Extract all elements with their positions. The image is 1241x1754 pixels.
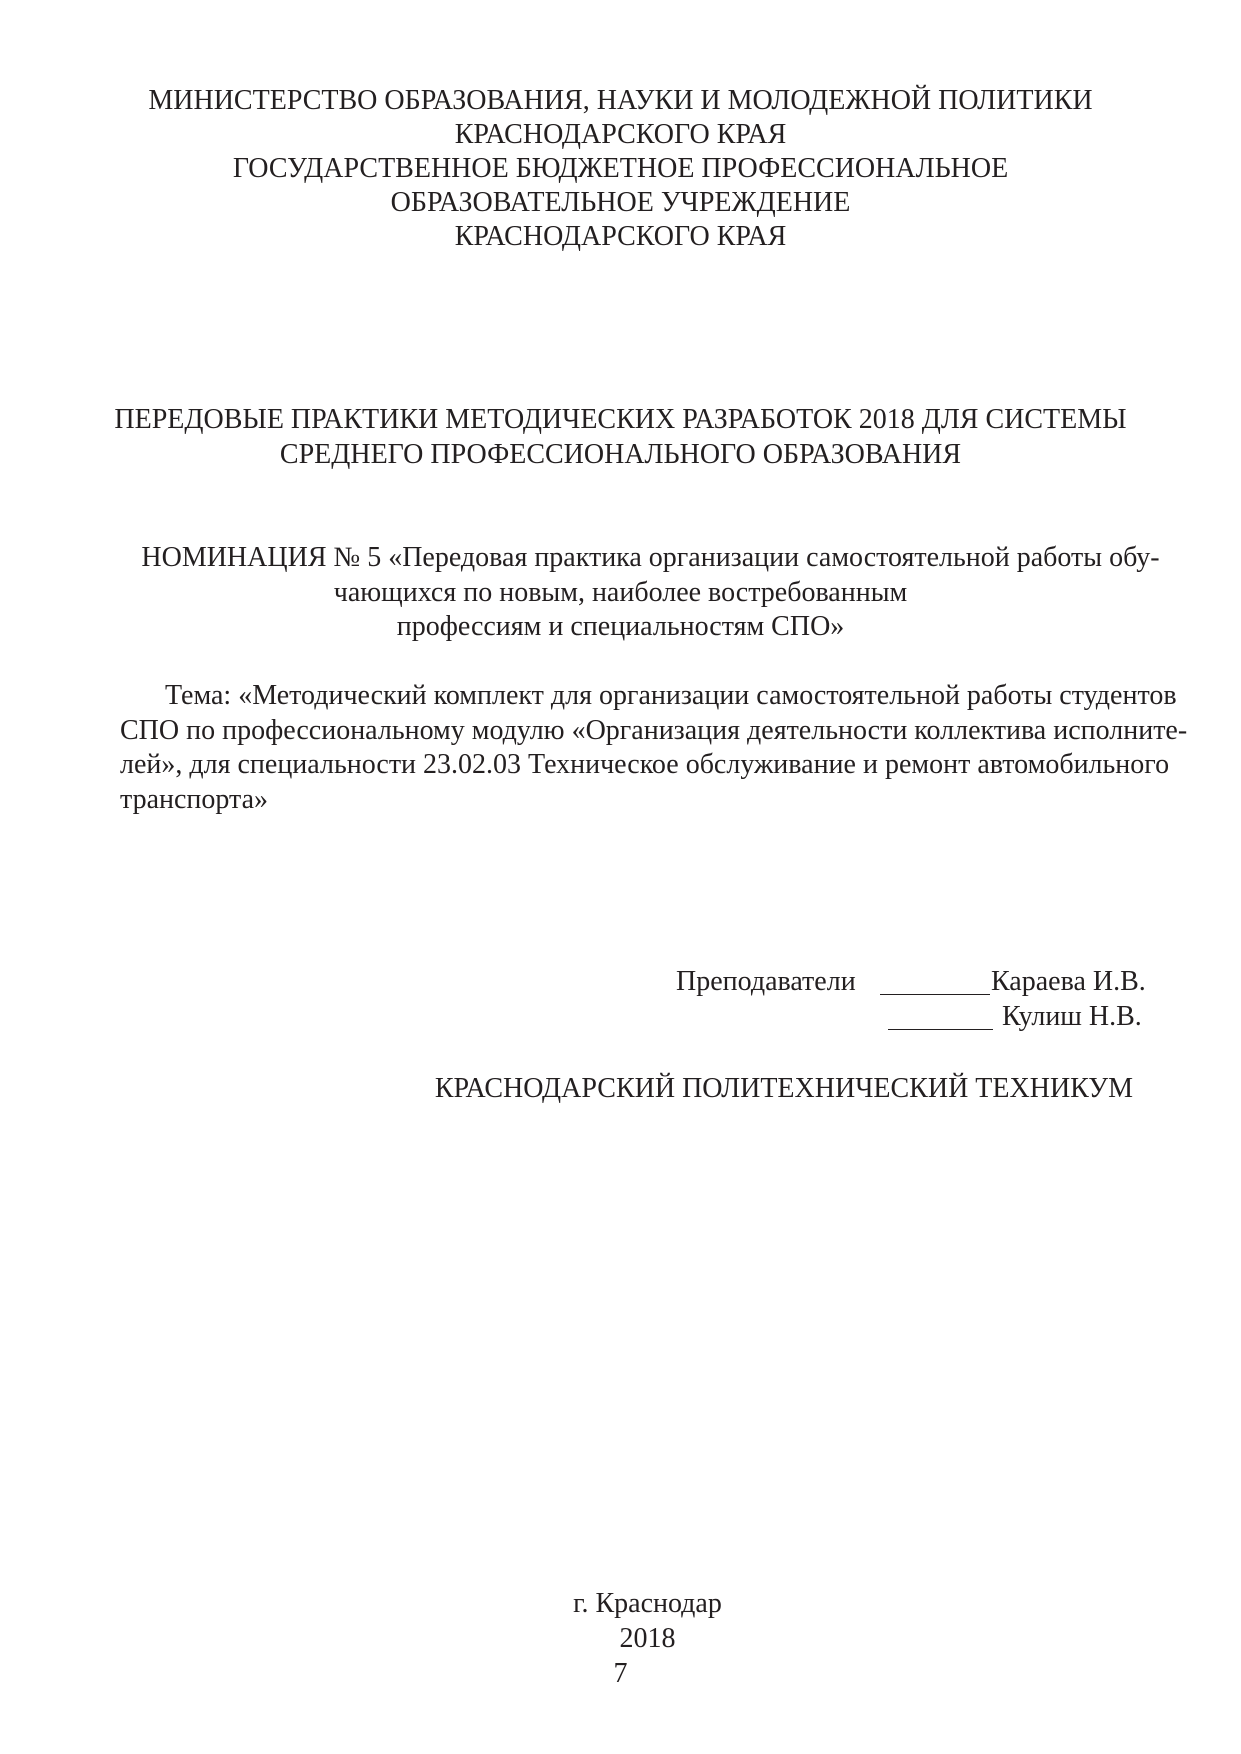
signature-line bbox=[880, 994, 990, 995]
teachers-label: Преподаватели bbox=[676, 966, 856, 997]
page-number: 7 bbox=[613, 1658, 628, 1689]
city: г. Краснодар bbox=[573, 1588, 722, 1619]
topic-line: лей», для специальности 23.02.03 Техническое обслуживание и ремонт автомобильного bbox=[120, 749, 1170, 780]
title-line: СРЕДНЕГО ПРОФЕССИОНАЛЬНОГО ОБРАЗОВАНИЯ bbox=[279, 439, 962, 470]
topic-line: Тема: «Методический комплект для организации самостоятельной работы студентов bbox=[165, 680, 1177, 711]
header-line: КРАСНОДАРСКОГО КРАЯ bbox=[454, 221, 787, 252]
teacher-name: Караева И.В. bbox=[991, 966, 1146, 997]
topic-line: транспорта» bbox=[120, 783, 269, 815]
signature-line bbox=[888, 1029, 993, 1030]
year: 2018 bbox=[619, 1623, 676, 1654]
institution-name: КРАСНОДАРСКИЙ ПОЛИТЕХНИЧЕСКИЙ ТЕХНИКУМ bbox=[434, 1073, 1133, 1104]
nomination-line: НОМИНАЦИЯ № 5 «Передовая практика организации самостоятельной работы обу- bbox=[141, 542, 1160, 573]
topic-paragraph bbox=[120, 679, 1188, 817]
teacher-name: Кулиш Н.В. bbox=[1002, 1001, 1142, 1032]
nomination-line: профессиям и специальностям СПО» bbox=[396, 611, 845, 642]
title-line: ПЕРЕДОВЫЕ ПРАКТИКИ МЕТОДИЧЕСКИХ РАЗРАБОТОК 2018 ДЛЯ СИСТЕМЫ bbox=[114, 404, 1127, 435]
topic-line: СПО по профессиональному модулю «Организация деятельности коллектива исполните- bbox=[120, 714, 1188, 746]
header-line: КРАСНОДАРСКОГО КРАЯ bbox=[454, 119, 787, 150]
header-line: ОБРАЗОВАТЕЛЬНОЕ УЧРЕЖДЕНИЕ bbox=[390, 187, 851, 218]
header-line: ГОСУДАРСТВЕННОЕ БЮДЖЕТНОЕ ПРОФЕССИОНАЛЬНОЕ bbox=[232, 153, 1009, 184]
header-line: МИНИСТЕРСТВО ОБРАЗОВАНИЯ, НАУКИ И МОЛОДЕЖНОЙ ПОЛИТИКИ bbox=[148, 85, 1093, 116]
nomination-line: чающихся по новым, наиболее востребованным bbox=[333, 577, 908, 608]
